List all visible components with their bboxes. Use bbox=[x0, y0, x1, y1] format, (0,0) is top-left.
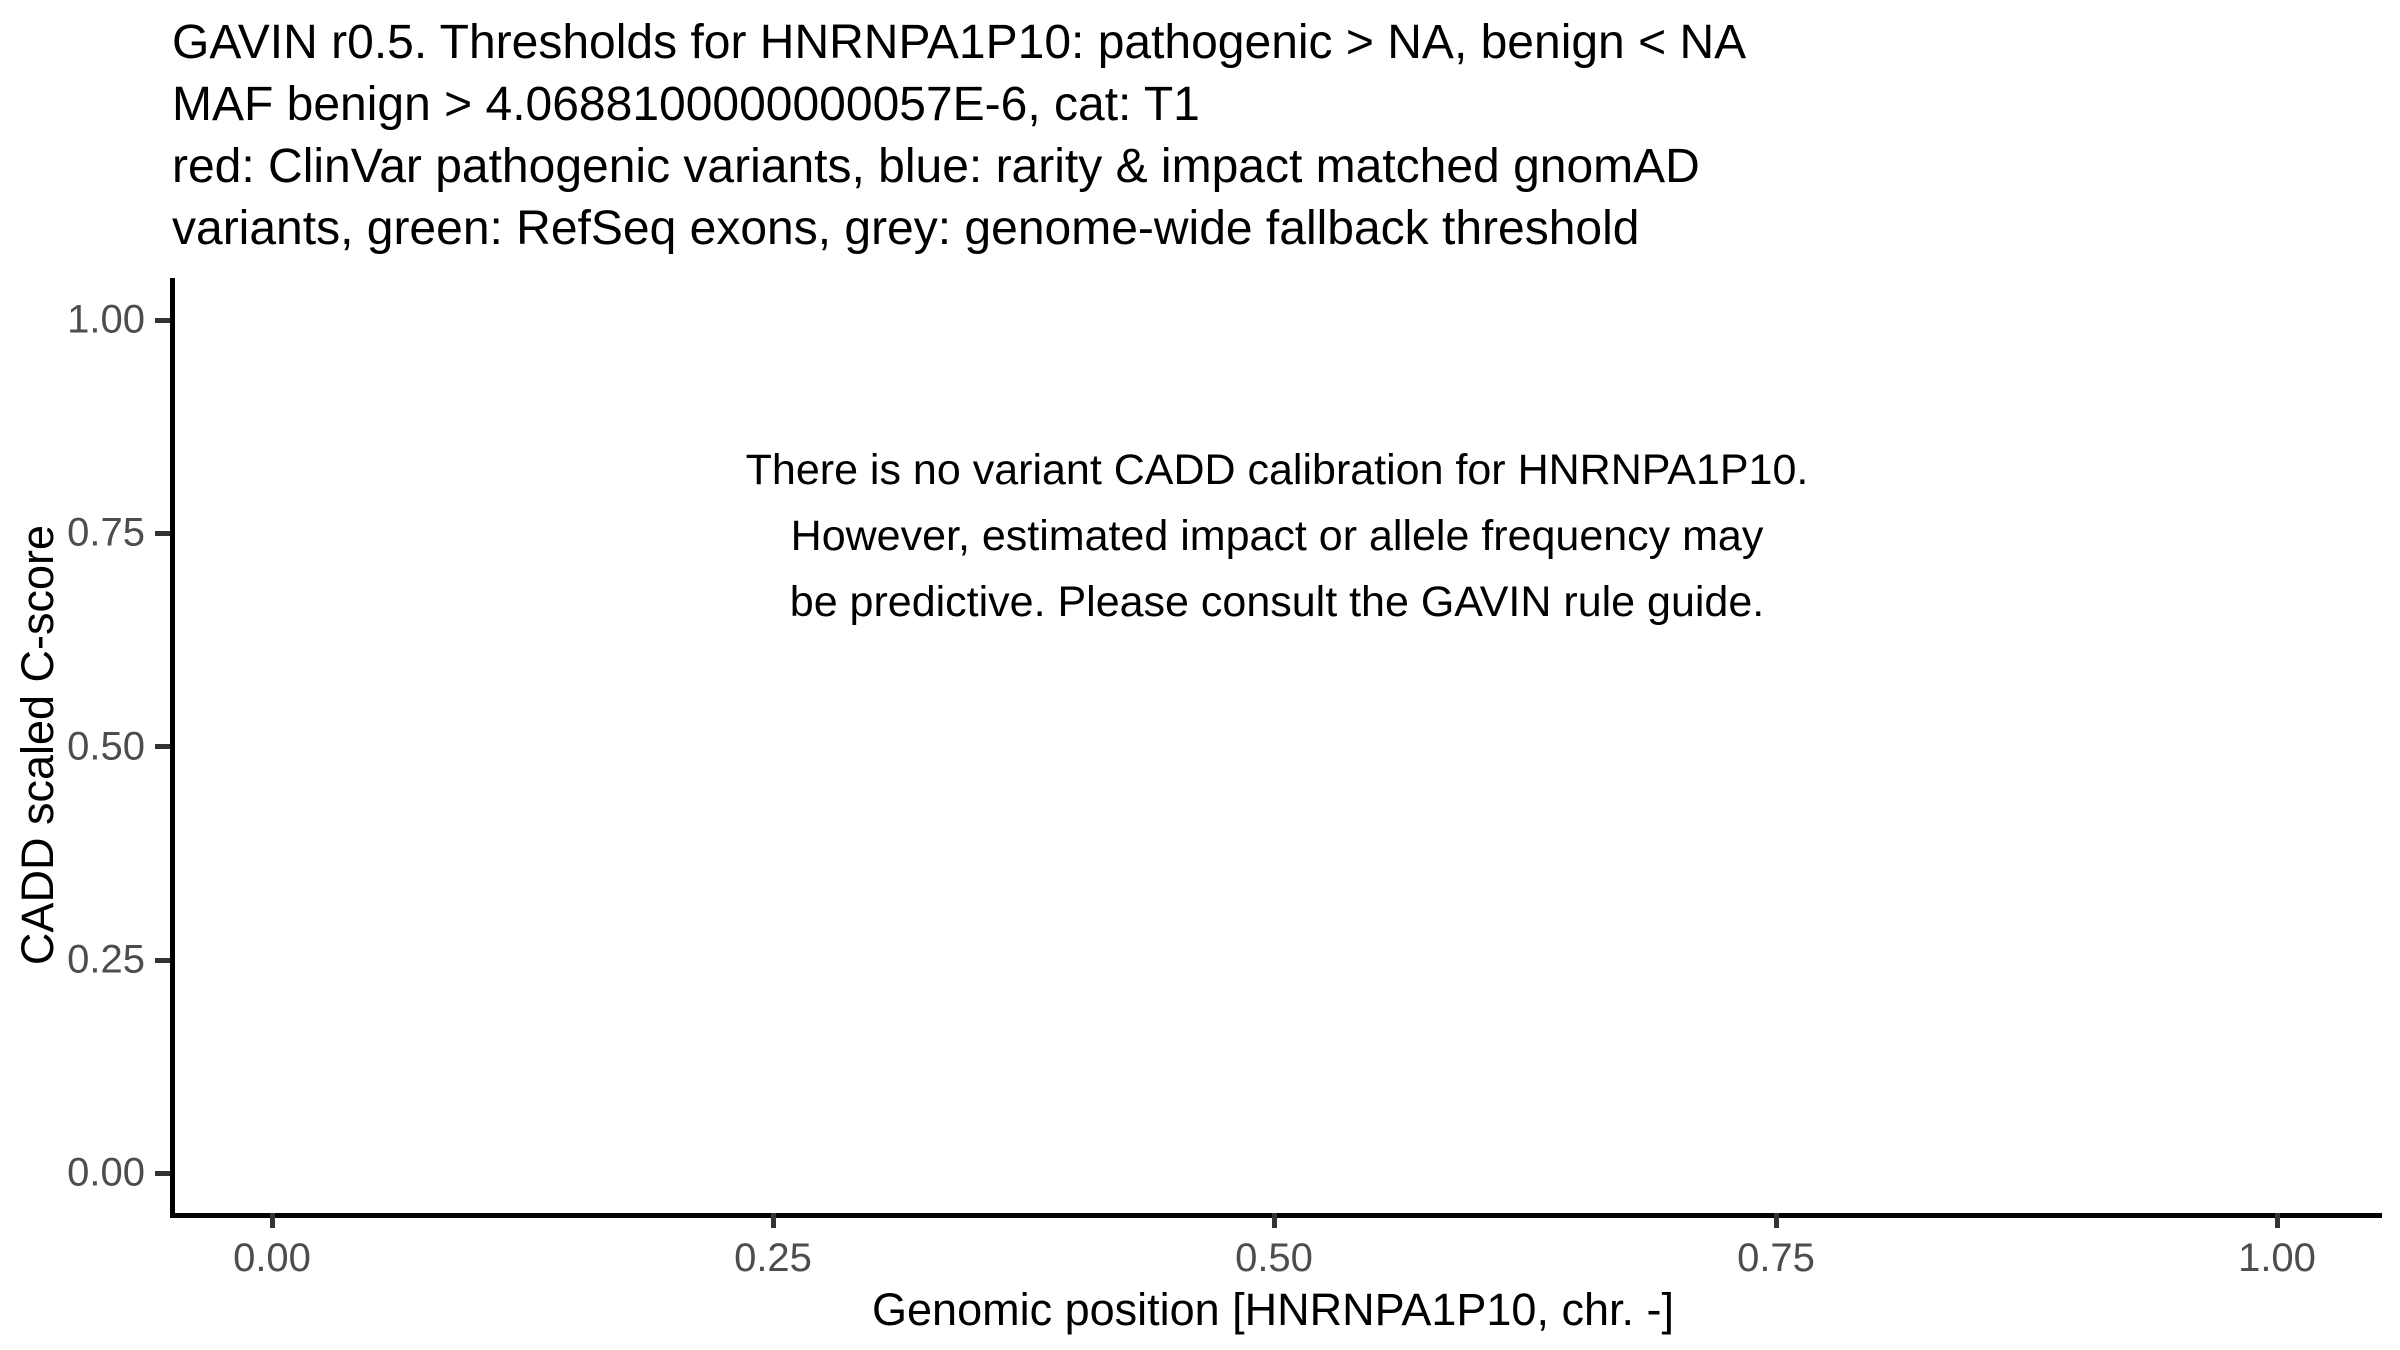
plot-panel bbox=[170, 278, 2382, 1218]
y-tick-mark-0.25 bbox=[155, 958, 170, 963]
x-tick-label: 0.75 bbox=[1737, 1236, 1815, 1280]
x-axis-label: Genomic position [HNRNPA1P10, chr. -] bbox=[872, 1284, 1674, 1335]
plot-title-line-3: red: ClinVar pathogenic variants, blue: rarity & impact matched gnomAD bbox=[172, 140, 1700, 193]
y-tick-mark-0.00 bbox=[155, 1171, 170, 1176]
x-tick-label: 0.00 bbox=[233, 1236, 311, 1280]
y-tick-label: 1.00 bbox=[67, 297, 145, 342]
plot-title bbox=[172, 12, 1746, 260]
x-tick-label: 0.50 bbox=[1235, 1236, 1313, 1280]
y-tick-label: 0.00 bbox=[67, 1150, 145, 1195]
x-tick-mark-0.00 bbox=[270, 1213, 275, 1228]
y-tick-mark-0.75 bbox=[155, 531, 170, 536]
x-tick-mark-0.25 bbox=[771, 1213, 776, 1228]
no-calibration-message bbox=[746, 437, 1809, 635]
no-calibration-message-line-3: be predictive. Please consult the GAVIN rule guide. bbox=[789, 578, 1765, 626]
y-tick-label: 0.75 bbox=[67, 510, 145, 555]
y-tick-mark-1.00 bbox=[155, 318, 170, 323]
no-calibration-message-line-1: There is no variant CADD calibration for HNRNPA1P10. bbox=[745, 446, 1809, 494]
x-tick-mark-1.00 bbox=[2275, 1213, 2280, 1228]
plot-title-line-4: variants, green: RefSeq exons, grey: genome-wide fallback threshold bbox=[172, 202, 1640, 255]
y-tick-label: 0.25 bbox=[67, 937, 145, 982]
x-tick-mark-0.50 bbox=[1272, 1213, 1277, 1228]
no-calibration-message-line-2: However, estimated impact or allele frequency may bbox=[790, 512, 1764, 560]
x-tick-label: 0.25 bbox=[734, 1236, 812, 1280]
y-axis-label: CADD scaled C-score bbox=[12, 524, 63, 966]
y-tick-label: 0.50 bbox=[67, 724, 145, 769]
x-tick-label: 1.00 bbox=[2238, 1236, 2316, 1280]
x-tick-mark-0.75 bbox=[1774, 1213, 1779, 1228]
y-tick-mark-0.50 bbox=[155, 744, 170, 749]
plot-title-line-1: GAVIN r0.5. Thresholds for HNRNPA1P10: pathogenic > NA, benign < NA bbox=[172, 16, 1747, 69]
plot-title-line-2: MAF benign > 4.0688100000000057E-6, cat: T1 bbox=[172, 78, 1200, 131]
